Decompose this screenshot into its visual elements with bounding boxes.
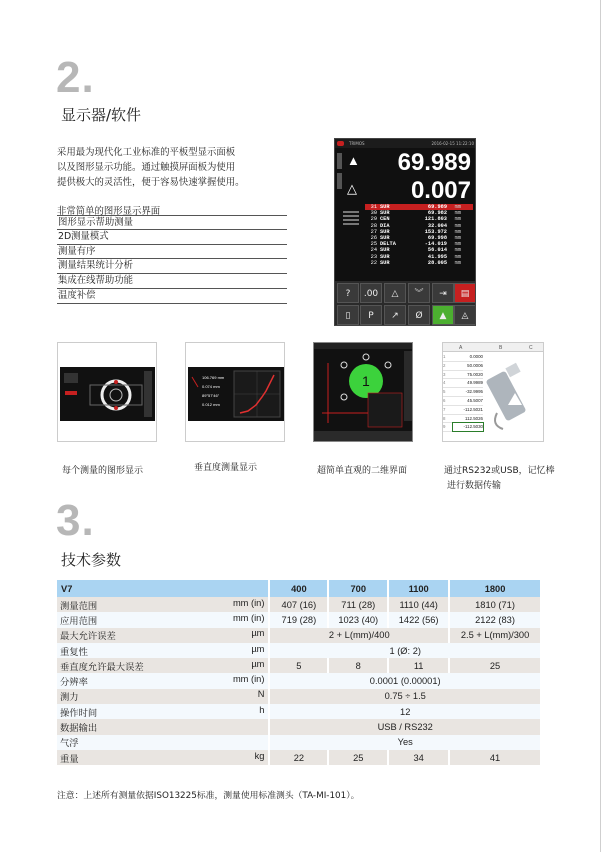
printer-icon: ▤ <box>454 283 476 303</box>
spec-unit: h <box>259 704 265 715</box>
measurement-cell: 30 <box>370 210 377 217</box>
perp-value: 89°57'46" <box>202 393 220 398</box>
measurement-row <box>365 260 473 266</box>
model-size-header: 700 <box>328 580 388 597</box>
spec-value: 8 <box>328 658 388 673</box>
feature-item: 温度补偿 <box>57 289 287 304</box>
measurement-cell: mm <box>454 253 461 260</box>
probe-zero-icon: ▯ <box>337 305 359 325</box>
feature-item: 测量有序 <box>57 245 287 260</box>
probe-icon: ⇥ <box>432 283 454 303</box>
spec-value: 12 <box>269 704 541 719</box>
features-heading: 非常简单的图形显示界面 <box>57 206 161 217</box>
measurement-cell: 153.972 <box>424 228 447 235</box>
measurement-cell: 22 <box>370 259 377 266</box>
row-number: 7 <box>443 406 446 412</box>
model-size-header: 1100 <box>388 580 449 597</box>
spec-value: 0.0001 (0.00001) <box>269 673 541 688</box>
intro-paragraph <box>57 145 287 190</box>
sheet-cell: -112.5030 <box>453 423 483 431</box>
measurement-cell: SUR <box>380 259 390 266</box>
col-header: B <box>499 345 503 351</box>
row-number: 3 <box>443 371 446 377</box>
svg-text:1: 1 <box>362 373 370 389</box>
thumb-2d-interface <box>313 342 413 442</box>
measurement-cell: DELTA <box>380 241 396 248</box>
device-brand: TRIMOS <box>349 141 365 146</box>
chevrons-icon: ︾ <box>408 283 430 303</box>
thumb-data-transfer <box>442 342 544 442</box>
spec-row <box>57 704 541 719</box>
measurement-list <box>365 204 473 280</box>
spec-label: 垂直度允许最大误差 <box>60 661 144 673</box>
spec-row <box>57 643 541 658</box>
measurement-cell: 29 <box>370 216 377 223</box>
row-number: 1 <box>443 354 446 359</box>
spec-value: 2122 (83) <box>449 612 541 627</box>
spec-unit: µm <box>251 658 265 669</box>
measurement-cell: SUR <box>380 204 390 210</box>
measurement-cell: SUR <box>380 210 390 217</box>
sheet-cell: 45.5007 <box>467 397 483 403</box>
perpendicularity-icon: ▲ <box>432 305 454 325</box>
spec-value: Yes <box>269 735 541 750</box>
measurement-cell: 32.004 <box>427 222 447 229</box>
measurement-cell: mm <box>454 216 461 223</box>
spec-value: 22 <box>269 750 328 765</box>
measurement-cell: mm <box>454 234 461 241</box>
intro-line: 以及图形显示功能。通过触摸屏面板为使用 <box>57 162 236 173</box>
spec-value: 2.5 + L(mm)/300 <box>449 628 541 643</box>
footnote: 注意：上述所有测量依据ISO13225标准，测量使用标准测头（TA-MI-101）。 <box>57 791 360 801</box>
feature-item: 2D测量模式 <box>57 230 287 245</box>
section-number-2: 2. <box>56 53 95 102</box>
spec-value: 1422 (56) <box>388 612 449 627</box>
spec-label: 重量 <box>60 753 79 765</box>
spec-label-cell <box>57 719 269 734</box>
spec-value: 11 <box>388 658 449 673</box>
device-toolbar <box>335 281 476 326</box>
spec-label-cell <box>57 658 269 673</box>
spec-value: 1023 (40) <box>328 612 388 627</box>
spec-unit: N <box>257 689 265 700</box>
reading-primary: 69.989 <box>397 149 471 176</box>
spec-row <box>57 612 541 627</box>
spec-row <box>57 719 541 734</box>
measurement-cell: mm <box>454 259 461 266</box>
spec-unit: mm (in) <box>232 674 265 685</box>
device-clock: 2016-02-15 11:22:10 <box>431 141 474 146</box>
spec-label: 应用范围 <box>60 615 98 627</box>
spec-unit: µm <box>251 643 265 654</box>
features-list <box>57 215 287 304</box>
measurement-cell: DIA <box>380 222 390 229</box>
brand-logo-icon <box>337 141 344 146</box>
caption-data-transfer: 通过RS232或USB，记忆棒 <box>444 466 555 476</box>
feature-item: 集成在线帮助功能 <box>57 274 287 289</box>
measurement-cell: 41.995 <box>427 253 447 260</box>
spec-label: 气浮 <box>60 738 79 750</box>
measurement-cell: 56.014 <box>427 247 447 254</box>
perp-value: 106.769 mm <box>202 375 225 380</box>
decimals-button: .00 <box>360 283 382 303</box>
model-size-header: 400 <box>269 580 328 597</box>
caption-data-transfer-line2: 进行数据传输 <box>447 481 502 491</box>
measurement-cell: CEN <box>380 216 390 223</box>
spec-label-cell <box>57 597 269 612</box>
section-number-3: 3. <box>56 496 95 545</box>
spec-value: 41 <box>449 750 541 765</box>
help-icon: ? <box>337 283 359 303</box>
measurement-cell: 69.989 <box>427 204 447 210</box>
measurement-cell: mm <box>454 210 461 217</box>
sheet-cell: 0.0000 <box>469 354 483 359</box>
spec-label-cell <box>57 750 269 765</box>
row-number: 4 <box>443 380 446 386</box>
device-side-indicator <box>337 153 345 195</box>
caption-graphic-display: 每个测量的图形显示 <box>62 466 144 476</box>
caption-2d-interface: 超简单直观的二维界面 <box>317 466 408 476</box>
spec-unit: kg <box>254 750 265 761</box>
spec-label: 重复性 <box>60 646 88 658</box>
measurement-cell: mm <box>454 241 461 248</box>
spec-label-cell <box>57 673 269 688</box>
intro-line: 提供极大的灵活性，便于容易快速掌握使用。 <box>57 177 245 188</box>
settings-icon: ◬ <box>454 305 476 325</box>
spec-row <box>57 658 541 673</box>
perp-value: 0.012 mm <box>202 402 220 407</box>
sheet-cell: 49.9989 <box>467 380 483 386</box>
spec-unit: mm (in) <box>232 612 265 623</box>
diameter-button: Ø <box>408 305 430 325</box>
spec-row <box>57 628 541 643</box>
spec-label-cell <box>57 704 269 719</box>
spec-label: 分辨率 <box>60 677 88 689</box>
angle-icon: ↗ <box>384 305 406 325</box>
spec-label: 数据输出 <box>60 723 98 735</box>
feature-item: 图形显示帮助测量 <box>57 215 287 230</box>
part-graphic-icon <box>60 367 155 421</box>
list-menu-icon <box>343 211 359 227</box>
sheet-cell: -32.9995 <box>465 389 483 395</box>
measurement-cell: -14.019 <box>424 241 447 248</box>
delta-symbol-icon: △ <box>347 181 357 196</box>
sheet-cell: 75.0020 <box>467 371 483 377</box>
2d-measurement-icon <box>314 343 413 442</box>
spec-row <box>57 750 541 765</box>
spec-value: 711 (28) <box>328 597 388 612</box>
perpendicularity-curve-icon <box>188 367 284 421</box>
device-status-bar <box>335 139 476 148</box>
delta-button: △ <box>384 283 406 303</box>
spec-row <box>57 597 541 612</box>
spec-label: 操作时间 <box>60 707 98 719</box>
row-number: 8 <box>443 415 446 421</box>
spec-value: 1810 (71) <box>449 597 541 612</box>
row-number: 6 <box>443 397 446 403</box>
spec-value: 2 + L(mm)/400 <box>269 628 449 643</box>
intro-line: 采用最为现代化工业标准的平板型显示面板 <box>57 147 236 158</box>
spec-table <box>57 580 542 765</box>
spec-value: 5 <box>269 658 328 673</box>
perp-value: 0.074 mm <box>202 384 220 389</box>
sheet-cell: 50.0006 <box>467 362 483 368</box>
spec-value: 0.75 ÷ 1.5 <box>269 689 541 704</box>
measurement-cell: 24 <box>370 247 377 254</box>
program-icon: P <box>360 305 382 325</box>
spec-value: 719 (28) <box>269 612 328 627</box>
measurement-cell: mm <box>454 222 461 229</box>
spec-value: USB / RS232 <box>269 719 541 734</box>
spec-label: 测力 <box>60 692 79 704</box>
spec-label-cell <box>57 735 269 750</box>
spec-label: 测量范围 <box>60 600 98 612</box>
spec-value: 25 <box>449 658 541 673</box>
measurement-cell: SUR <box>380 234 390 241</box>
measurement-cell: 26 <box>370 234 377 241</box>
caption-perpendicularity: 垂直度测量显示 <box>194 463 258 473</box>
spec-row <box>57 673 541 688</box>
measurement-cell: SUR <box>380 228 390 235</box>
spec-value: 34 <box>388 750 449 765</box>
reading-delta: 0.007 <box>410 177 471 204</box>
spec-row <box>57 735 541 750</box>
col-header: A <box>459 345 463 351</box>
measurement-cell: 23 <box>370 253 377 260</box>
measurement-cell: 121.803 <box>424 216 447 223</box>
spec-value: 407 (16) <box>269 597 328 612</box>
measurement-cell: 28.005 <box>427 259 447 266</box>
spec-unit: mm (in) <box>232 597 265 608</box>
section-title-specs: 技术参数 <box>61 551 122 569</box>
spec-value: 1 (Ø: 2) <box>269 643 541 658</box>
feature-item: 测量结果统计分析 <box>57 259 287 274</box>
measurement-cell: 27 <box>370 228 377 235</box>
spec-row <box>57 689 541 704</box>
perpendicular-symbol-icon: ▲ <box>347 153 360 168</box>
spec-value: 1110 (44) <box>388 597 449 612</box>
measurement-cell: 31 <box>370 204 377 210</box>
model-header: V7 <box>57 580 269 597</box>
measurement-cell: mm <box>454 204 461 210</box>
model-size-header: 1800 <box>449 580 541 597</box>
spreadsheet-values <box>443 353 483 432</box>
device-display-screenshot <box>334 138 476 326</box>
section-title-display: 显示器/软件 <box>61 106 142 124</box>
measurement-cell: 69.998 <box>427 234 447 241</box>
spec-unit: µm <box>251 628 265 639</box>
thumb-graphic-display <box>57 342 157 442</box>
spec-label: 最大允许误差 <box>60 631 116 643</box>
spec-header-row <box>57 580 541 597</box>
measurement-cell: SUR <box>380 247 390 254</box>
measurement-cell: 28 <box>370 222 377 229</box>
spec-label-cell <box>57 628 269 643</box>
spec-label-cell <box>57 643 269 658</box>
sheet-cell: 112.5026 <box>465 415 483 421</box>
measurement-cell: SUR <box>380 253 390 260</box>
measurement-cell: 25 <box>370 241 377 248</box>
row-number: 5 <box>443 389 446 395</box>
spec-label-cell <box>57 689 269 704</box>
measurement-cell: mm <box>454 228 461 235</box>
row-number: 9 <box>443 424 446 430</box>
measurement-cell: 69.982 <box>427 210 447 217</box>
spec-label-cell <box>57 612 269 627</box>
usb-stick-icon <box>485 353 544 442</box>
row-number: 2 <box>443 362 446 368</box>
spec-value: 25 <box>328 750 388 765</box>
col-header: C <box>529 345 533 351</box>
sheet-cell: -112.5021 <box>463 406 483 412</box>
thumb-perpendicularity <box>185 342 285 442</box>
measurement-cell: mm <box>454 247 461 254</box>
